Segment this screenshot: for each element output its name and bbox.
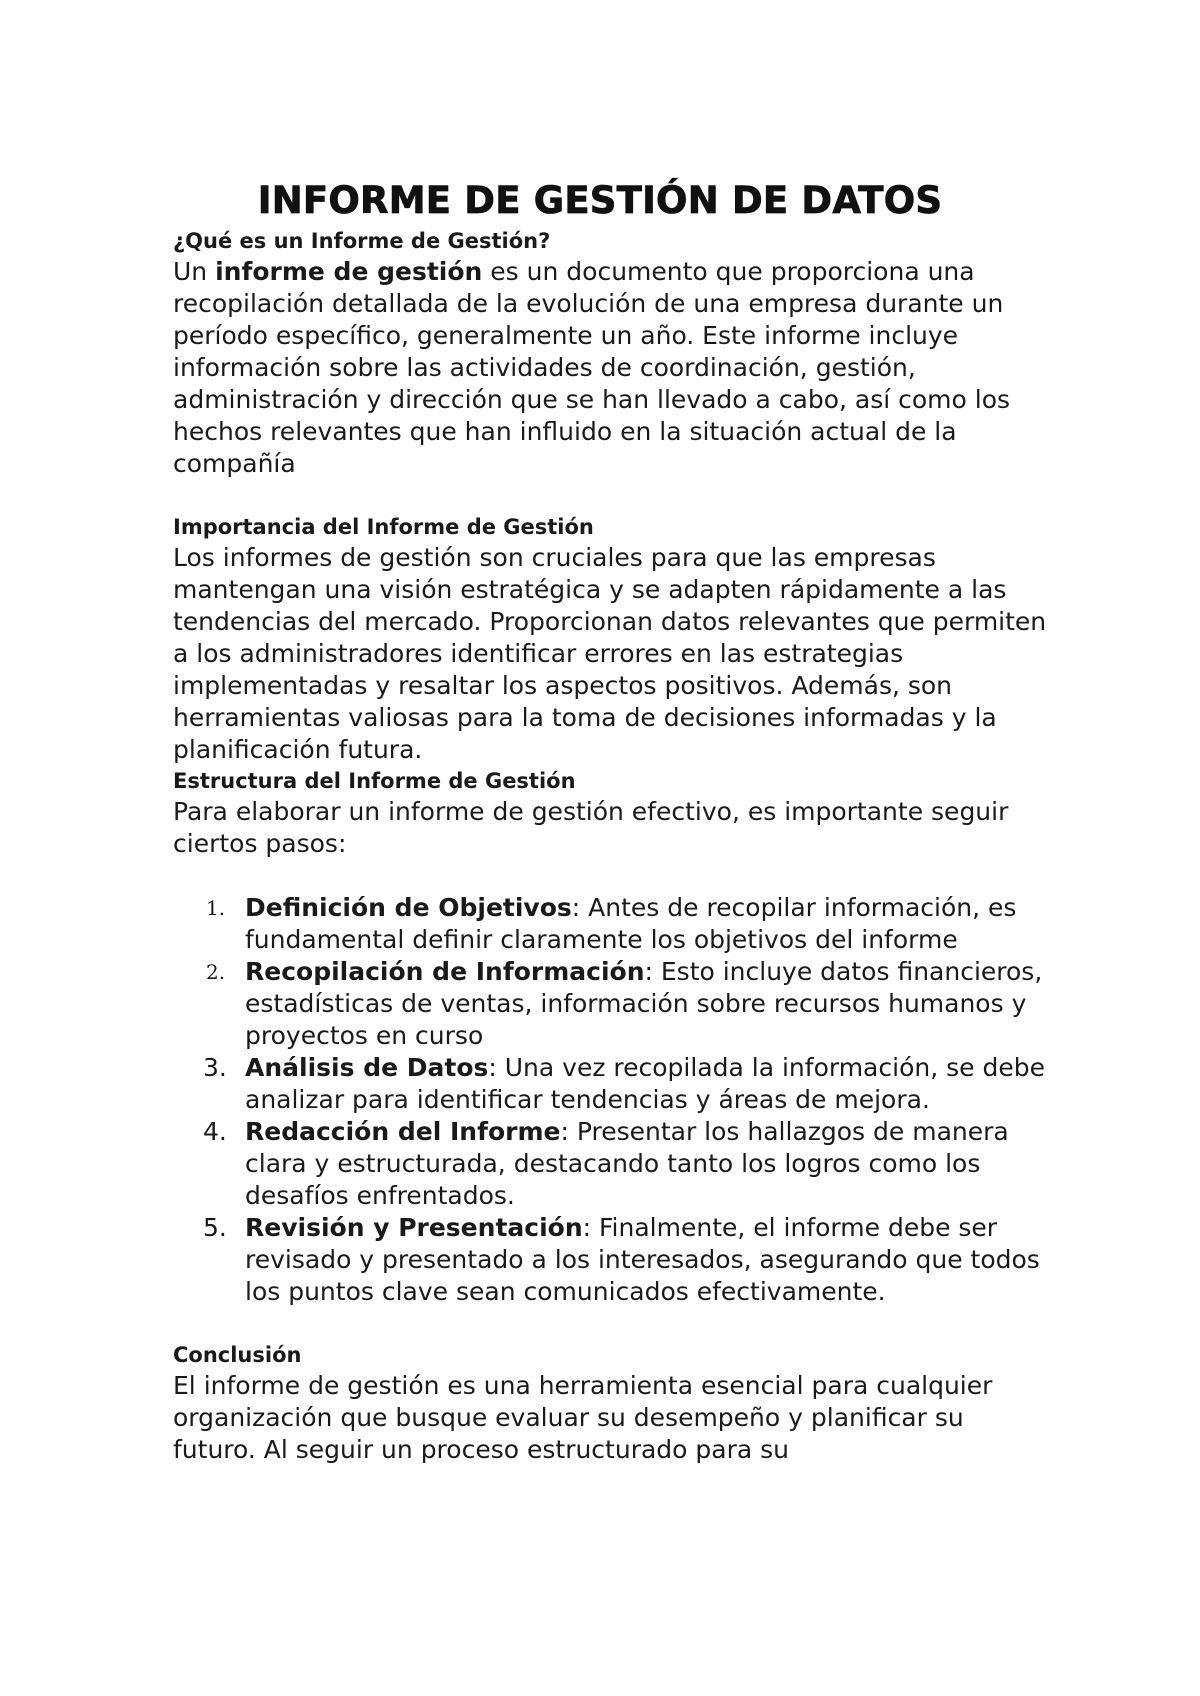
section-heading-que-es: ¿Qué es un Informe de Gestión? bbox=[173, 229, 551, 253]
list-item-text: : Finalmente, el informe debe ser revisado y presentado a los interesados, asegurando que todos los puntos clave sean comunicados efectivamente. bbox=[245, 1213, 1040, 1306]
section-paragraph-importancia: Los informes de gestión son cruciales para que las empresas mantengan una visión estratégica y se adapten rápidamente a las tendencias del mercado. Proporcionan datos relevantes que permiten a los administradores identificar errores en las estrategias implementadas y resaltar los aspectos positivos. Además, son herramientas valiosas para la toma de decisiones informadas y la planificación futura. bbox=[173, 543, 1047, 764]
section-paragraph-conclusion: El informe de gestión es una herramienta esencial para cualquier organización que busque evaluar su desempeño y planificar su futuro. Al seguir un proceso estructurado para su bbox=[173, 1371, 993, 1464]
paragraph-text: Un bbox=[173, 257, 216, 286]
list-item-term: Análisis de Datos bbox=[245, 1053, 489, 1082]
list-item-term: Revisión y Presentación bbox=[245, 1213, 583, 1242]
list-number: 3. bbox=[203, 1053, 227, 1082]
list-number: 1. bbox=[206, 896, 226, 920]
paragraph-bold-term: informe de gestión bbox=[215, 257, 483, 286]
list-item bbox=[173, 1212, 1053, 1308]
section-paragraph-que-es bbox=[173, 256, 1053, 480]
section-paragraph-estructura: Para elaborar un informe de gestión efectivo, es importante seguir ciertos pasos: bbox=[173, 797, 1009, 858]
list-item-term: Recopilación de Información bbox=[245, 957, 645, 986]
spacer bbox=[173, 480, 1053, 512]
list-item-text: : Antes de recopilar información, es fundamental definir claramente los objetivos del informe bbox=[245, 893, 1017, 954]
list-item-term: Definición de Objetivos bbox=[245, 893, 572, 922]
list-item bbox=[173, 1116, 1053, 1212]
document-title: INFORME DE GESTIÓN DE DATOS bbox=[257, 179, 943, 222]
list-item-term: Redacción del Informe bbox=[245, 1117, 561, 1146]
list-item-text: : Esto incluye datos financieros, estadísticas de ventas, información sobre recursos humanos y proyectos en curso bbox=[245, 957, 1043, 1050]
list-item bbox=[173, 892, 1053, 956]
list-number: 2. bbox=[206, 960, 226, 984]
list-number: 4. bbox=[203, 1117, 227, 1146]
section-heading-estructura: Estructura del Informe de Gestión bbox=[173, 769, 576, 793]
paragraph-text: es un documento que proporciona una recopilación detallada de la evolución de una empresa durante un período específico, generalmente un año. Este informe incluye información sobre las actividades de coordinación, gestión, administración y dirección que se han llevado a cabo, así como los hechos relevantes que han influido en la situación actual de la compañía bbox=[173, 257, 1011, 478]
section-heading-importancia: Importancia del Informe de Gestión bbox=[173, 515, 594, 539]
list-item-text: : Presentar los hallazgos de manera clara y estructurada, destacando tanto los logros como los desafíos enfrentados. bbox=[245, 1117, 1009, 1210]
spacer bbox=[173, 1308, 1053, 1340]
list-item bbox=[173, 956, 1053, 1052]
list-number: 5. bbox=[203, 1213, 227, 1242]
section-heading-conclusion: Conclusión bbox=[173, 1343, 302, 1367]
spacer bbox=[173, 860, 1053, 892]
document-body bbox=[173, 226, 1053, 1466]
steps-list bbox=[173, 892, 1053, 1308]
list-item bbox=[173, 1052, 1053, 1116]
list-item-text: : Una vez recopilada la información, se debe analizar para identificar tendencias y áreas de mejora. bbox=[245, 1053, 1045, 1114]
